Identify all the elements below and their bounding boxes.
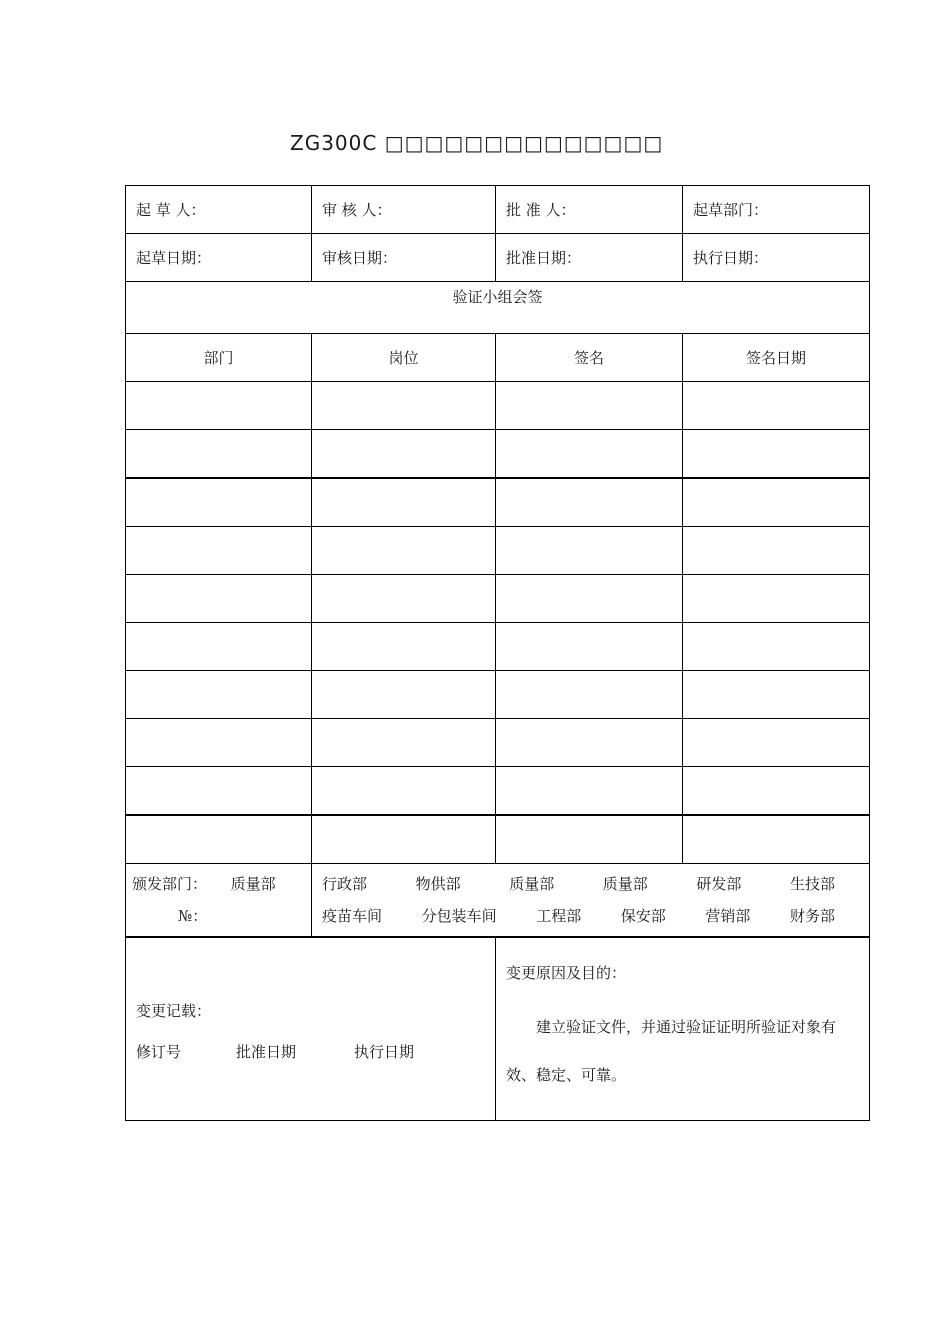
distribution-row-2 [322, 900, 835, 932]
signoff-cell[interactable] [496, 671, 683, 719]
signoff-cell[interactable] [683, 527, 870, 575]
change-record-label: 变更记载： [136, 1001, 212, 1020]
change-reason-label: 变更原因及目的： [506, 964, 627, 982]
column-header-signature: 签名 [496, 334, 683, 382]
signoff-row [126, 815, 870, 864]
signoff-cell[interactable] [683, 575, 870, 623]
drafter-label[interactable]: 起 草 人： [126, 186, 312, 234]
approver-label[interactable]: 批 准 人： [496, 186, 683, 234]
change-row [126, 937, 870, 1121]
signoff-cell[interactable] [496, 719, 683, 767]
signoff-cell[interactable] [683, 623, 870, 671]
signoff-cell[interactable] [312, 478, 496, 527]
approve-date-label[interactable]: 批准日期： [496, 234, 683, 282]
issue-dept-cell [126, 864, 312, 938]
exec-date-column-label: 执行日期 [354, 1042, 415, 1061]
signoff-cell[interactable] [126, 382, 312, 430]
signoff-row [126, 382, 870, 430]
review-date-label[interactable]: 审核日期： [312, 234, 496, 282]
draft-date-label[interactable]: 起草日期： [126, 234, 312, 282]
issue-dept-label: 颁发部门： [132, 875, 208, 893]
signoff-section-title: 验证小组会签 [126, 282, 870, 334]
signoff-cell[interactable] [126, 575, 312, 623]
distribution-item: 行政部 [322, 875, 368, 893]
signoff-cell[interactable] [496, 527, 683, 575]
distribution-item: 质量部 [602, 875, 648, 893]
signoff-row [126, 671, 870, 719]
distribution-item: 疫苗车间 [322, 907, 383, 925]
signoff-cell[interactable] [312, 527, 496, 575]
change-record-columns [136, 1041, 485, 1062]
signoff-cell[interactable] [683, 430, 870, 479]
column-header-dept: 部门 [126, 334, 312, 382]
signoff-cell[interactable] [126, 671, 312, 719]
distribution-item: 财务部 [789, 907, 835, 925]
signoff-cell[interactable] [312, 671, 496, 719]
draft-dept-label[interactable]: 起草部门： [683, 186, 870, 234]
signoff-cell[interactable] [126, 478, 312, 527]
distribution-item: 保安部 [620, 907, 666, 925]
signoff-cell[interactable] [496, 430, 683, 479]
issue-no-label: №： [178, 907, 208, 925]
signoff-cell[interactable] [312, 815, 496, 864]
signoff-row [126, 527, 870, 575]
signoff-cell[interactable] [126, 527, 312, 575]
distribution-item: 生技部 [789, 875, 835, 893]
signoff-header-row [126, 334, 870, 382]
signoff-cell[interactable] [126, 719, 312, 767]
signoff-row [126, 719, 870, 767]
signoff-cell[interactable] [312, 623, 496, 671]
distribution-cell [312, 864, 870, 938]
signoff-cell[interactable] [496, 382, 683, 430]
distribution-item: 营销部 [705, 907, 751, 925]
signoff-cell[interactable] [312, 719, 496, 767]
signoff-cell[interactable] [683, 719, 870, 767]
change-reason-cell[interactable] [496, 937, 870, 1121]
signoff-cell[interactable] [312, 430, 496, 479]
signoff-cell[interactable] [496, 478, 683, 527]
revision-no-label: 修订号 [136, 1042, 182, 1061]
signoff-row [126, 575, 870, 623]
signoff-cell[interactable] [312, 575, 496, 623]
signoff-cell[interactable] [496, 767, 683, 816]
validation-form-table [125, 185, 870, 1121]
distribution-item: 分包装车间 [421, 907, 497, 925]
signoff-row [126, 430, 870, 479]
approve-date-column-label: 批准日期 [236, 1042, 297, 1061]
signoff-cell[interactable] [126, 815, 312, 864]
header-row-1 [126, 186, 870, 234]
signoff-cell[interactable] [496, 575, 683, 623]
signoff-cell[interactable] [683, 478, 870, 527]
signoff-cell[interactable] [683, 671, 870, 719]
signoff-title-row [126, 282, 870, 334]
distribution-row-1 [322, 868, 835, 900]
signoff-cell[interactable] [126, 623, 312, 671]
issue-dept-value: 质量部 [230, 875, 276, 893]
signoff-cell[interactable] [126, 430, 312, 479]
signoff-row [126, 623, 870, 671]
column-header-position: 岗位 [312, 334, 496, 382]
signoff-cell[interactable] [683, 815, 870, 864]
signoff-cell[interactable] [496, 623, 683, 671]
signoff-cell[interactable] [312, 767, 496, 816]
change-reason-text: 建立验证文件，并通过验证证明所验证对象有效、稳定、可靠。 [506, 1018, 837, 1084]
signoff-cell[interactable] [683, 382, 870, 430]
signoff-cell[interactable] [312, 382, 496, 430]
exec-date-label[interactable]: 执行日期： [683, 234, 870, 282]
distribution-item: 研发部 [696, 875, 742, 893]
column-header-sign-date: 签名日期 [683, 334, 870, 382]
signoff-cell[interactable] [683, 767, 870, 816]
signoff-cell[interactable] [496, 815, 683, 864]
signoff-row [126, 767, 870, 816]
document-title: ZG300C □□□□□□□□□□□□□□ [290, 131, 664, 155]
distribution-item: 工程部 [536, 907, 582, 925]
signoff-row [126, 478, 870, 527]
header-row-2 [126, 234, 870, 282]
distribution-item: 质量部 [509, 875, 555, 893]
distribution-item: 物供部 [415, 875, 461, 893]
reviewer-label[interactable]: 审 核 人： [312, 186, 496, 234]
issue-row [126, 864, 870, 938]
signoff-cell[interactable] [126, 767, 312, 816]
change-record-cell[interactable] [126, 937, 496, 1121]
